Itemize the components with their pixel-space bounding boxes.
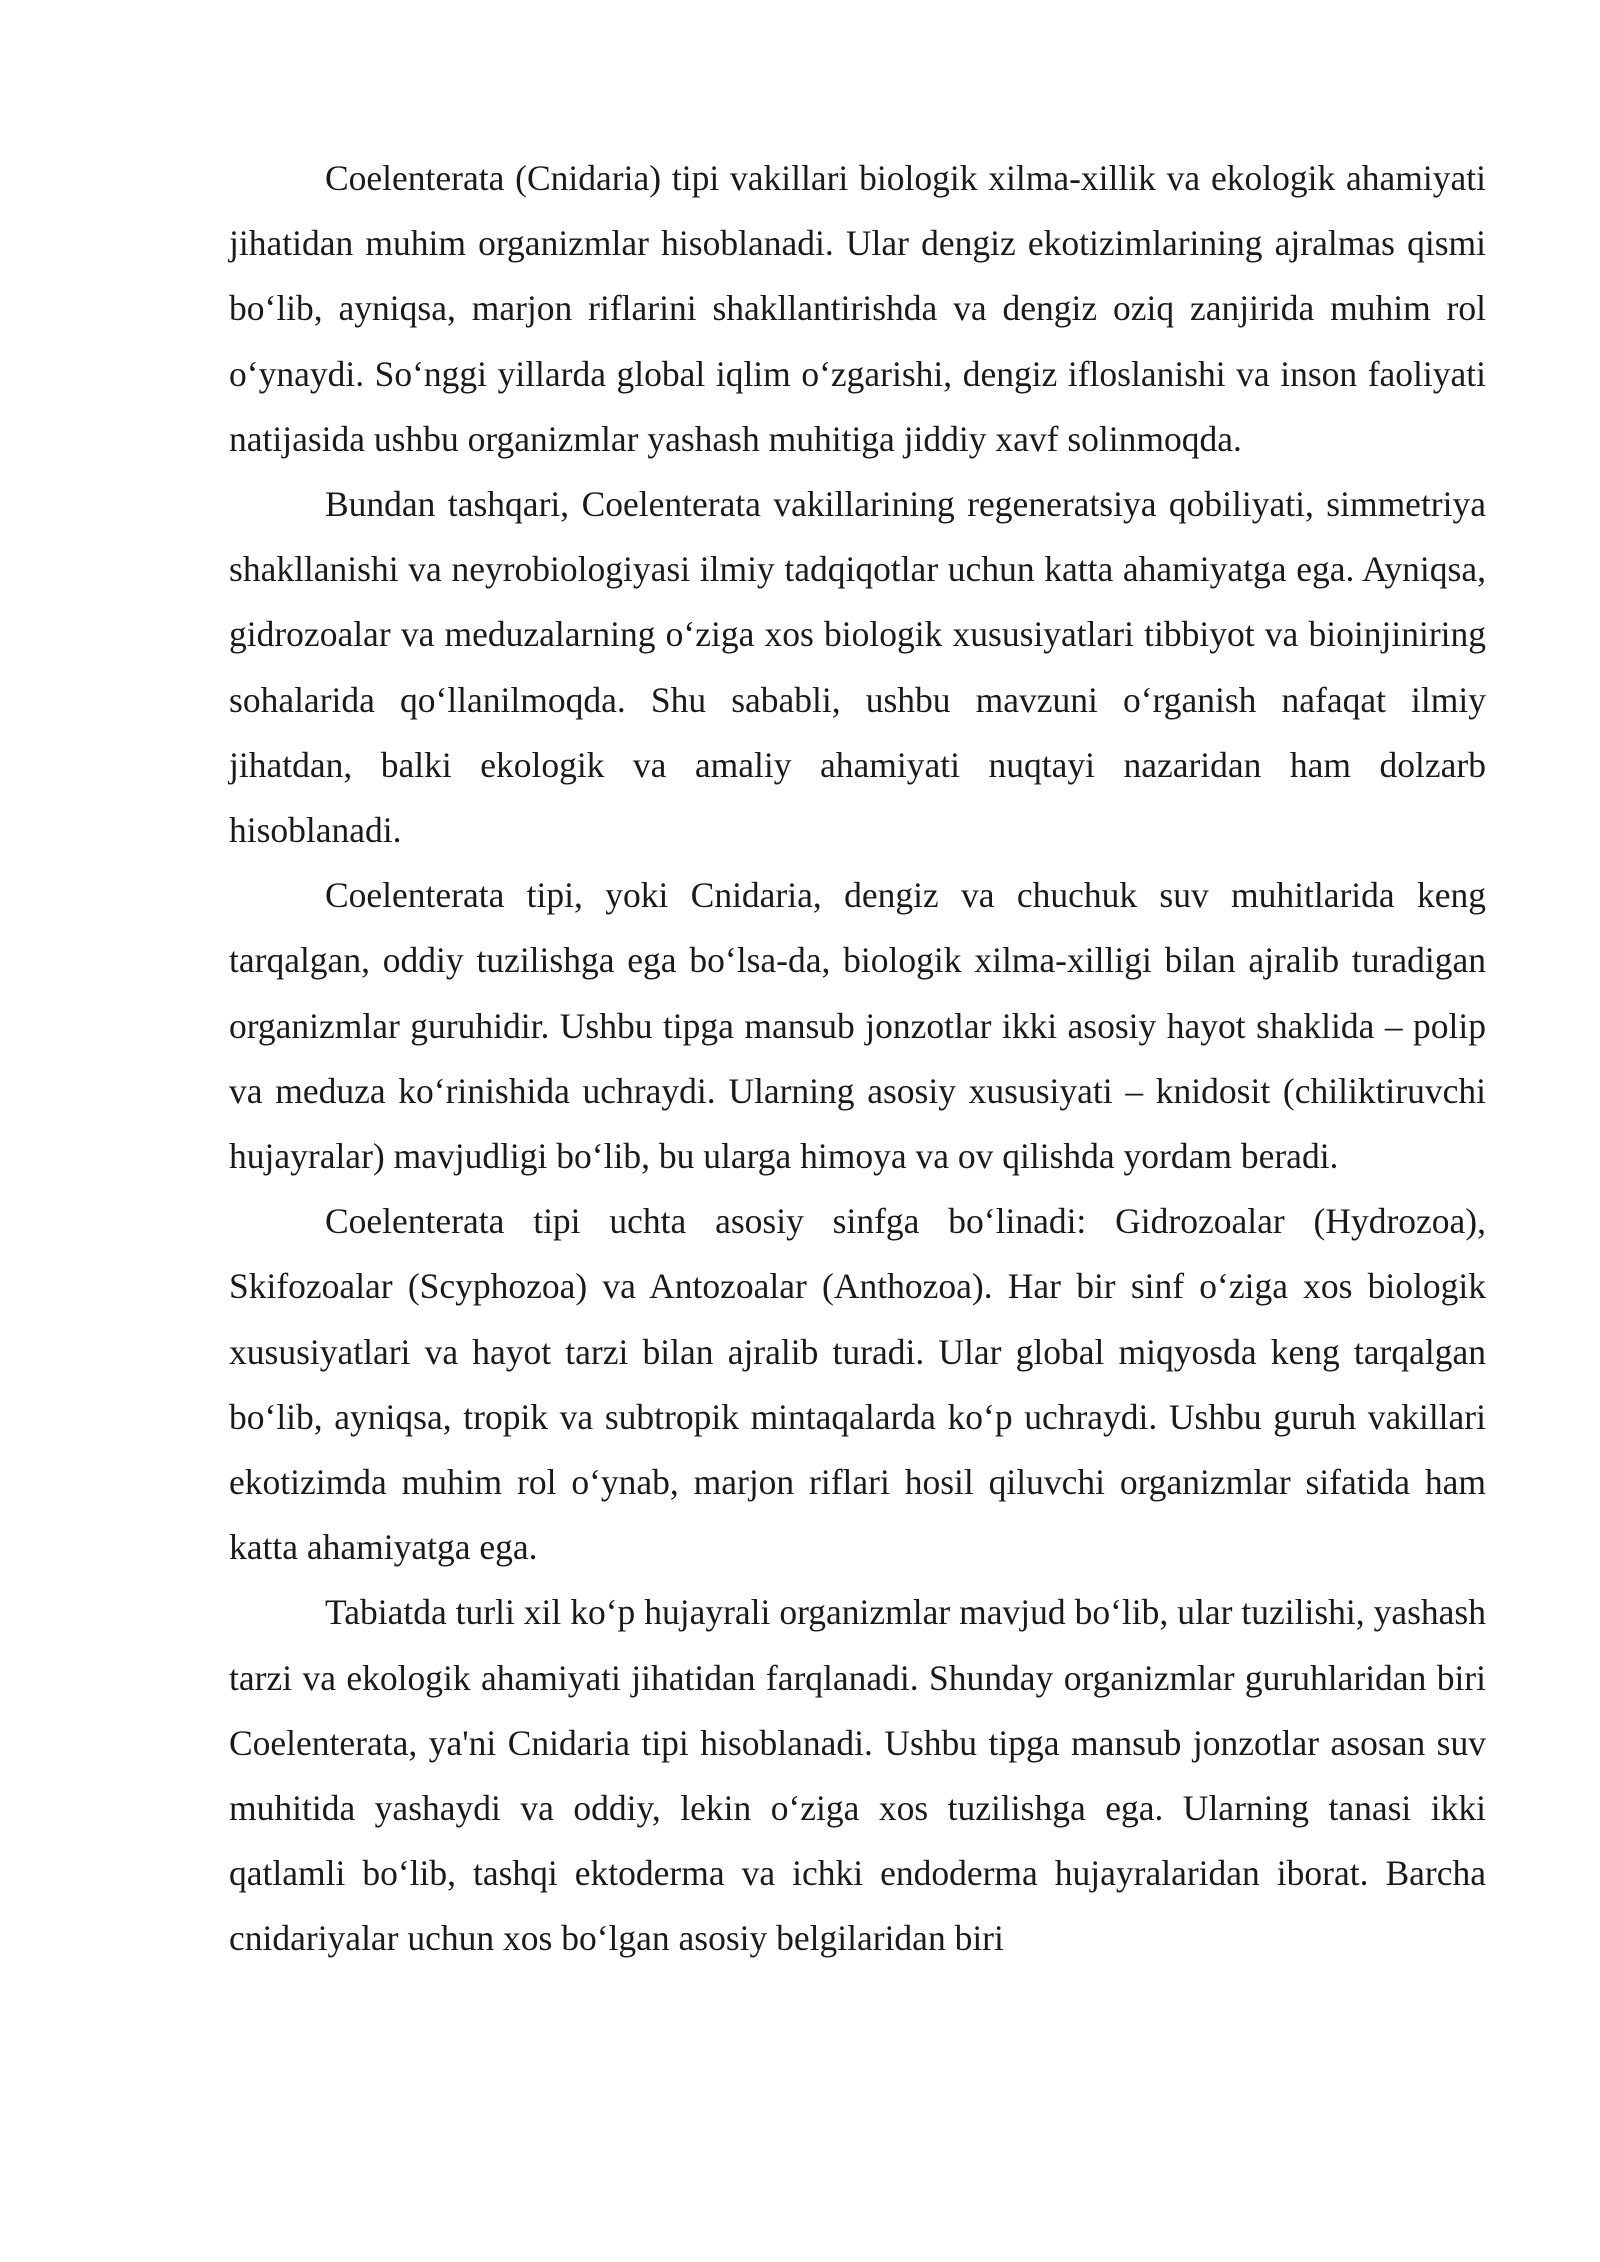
paragraph-1: Coelenterata (Cnidaria) tipi vakillari biologik xilma-xillik va ekologik ahamiyati jihatidan muhim organizmlar hisoblanadi. Ular dengiz ekotizimlarining ajralmas qismi bo‘lib, ayniqsa, marjon riflarini shakllantirishda va dengiz oziq zanjirida muhim rol o‘ynaydi. So‘nggi yillarda global iqlim o‘zgarishi, dengiz ifloslanishi va inson faoliyati natijasida ushbu organizmlar yashash muhitiga jiddiy xavf solinmoqda. <box>229 158 1486 459</box>
paragraph-4: Coelenterata tipi uchta asosiy sinfga bo‘linadi: Gidrozoalar (Hydrozoa), Skifozoalar (Scyphozoa) va Antozoalar (Anthozoa). Har bir sinf o‘ziga xos biologik xususiyatlari va hayot tarzi bilan ajralib turadi. Ular global miqyosda keng tarqalgan bo‘lib, ayniqsa, tropik va subtropik mintaqalarda ko‘p uchraydi. Ushbu guruh vakillari ekotizimda muhim rol o‘ynab, marjon riflari hosil qiluvchi organizmlar sifatida ham katta ahamiyatga ega. <box>229 1201 1486 1568</box>
paragraph-5: Tabiatda turli xil ko‘p hujayrali organizmlar mavjud bo‘lib, ular tuzilishi, yashash tarzi va ekologik ahamiyati jihatidan farqlanadi. Shunday organizmlar guruhlaridan biri Coelenterata, ya'ni Cnidaria tipi hisoblanadi. Ushbu tipga mansub jonzotlar asosan suv muhitida yashaydi va oddiy, lekin o‘ziga xos tuzilishga ega. Ularning tanasi ikki qatlamli bo‘lib, tashqi ektoderma va ichki endoderma hujayralaridan iborat. Barcha cnidariyalar uchun xos bo‘lgan asosiy belgilaridan biri <box>229 1592 1486 1959</box>
paragraph-2: Bundan tashqari, Coelenterata vakillarining regeneratsiya qobiliyati, simmetriya shakllanishi va neyrobiologiyasi ilmiy tadqiqotlar uchun katta ahamiyatga ega. Ayniqsa, gidrozoalar va meduzalarning o‘ziga xos biologik xususiyatlari tibbiyot va bioinjiniring sohalarida qo‘llanilmoqda. Shu sababli, ushbu mavzuni o‘rganish nafaqat ilmiy jihatdan, balki ekologik va amaliy ahamiyati nuqtayi nazaridan ham dolzarb hisoblanadi. <box>229 484 1486 851</box>
paragraph-3: Coelenterata tipi, yoki Cnidaria, dengiz va chuchuk suv muhitlarida keng tarqalgan, oddiy tuzilishga ega bo‘lsa-da, biologik xilma-xilligi bilan ajralib turadigan organizmlar guruhidir. Ushbu tipga mansub jonzotlar ikki asosiy hayot shaklida – polip va meduza ko‘rinishida uchraydi. Ularning asosiy xususiyati – knidosit (chiliktiruvchi hujayralar) mavjudligi bo‘lib, bu ularga himoya va ov qilishda yordam beradi. <box>229 875 1486 1177</box>
document-body <box>229 146 1486 1972</box>
